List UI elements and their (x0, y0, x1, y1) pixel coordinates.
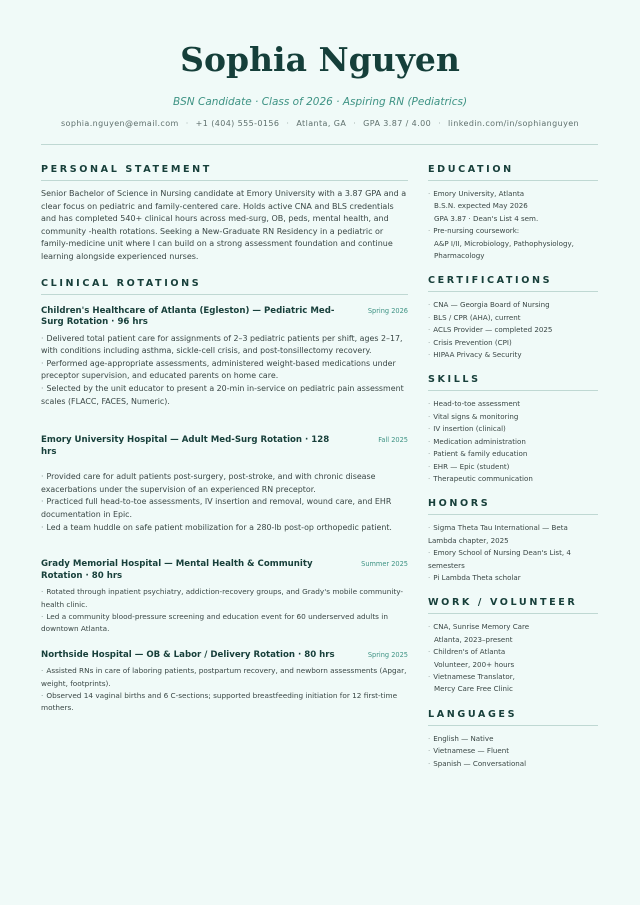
list-item: · Observed 14 vaginal births and 6 C-sections; supported breastfeeding initiation for 12 first-time mothers. (41, 691, 398, 713)
honors-section (428, 498, 598, 584)
list-item: · CNA, Sunrise Memory Care Atlanta, 2023–present (428, 622, 530, 644)
work-list (428, 621, 598, 695)
list-item: · Pi Lambda Theta scholar (428, 572, 521, 582)
personal-statement-text: Senior Bachelor of Science in Nursing candidate at Emory University with a 3.87 GPA and a clear focus on pediatric and family-centered care. Holds active CNA and BLS credentials and has completed 540+ clinical hours across med-surg, OB, peds, mental health, and community -health rotations. Seeking a New-Graduate RN Residency in a pediatric or family-medicine unit where I can build on a strong assessment foundation and continue learning alongside experienced nurses. (41, 189, 407, 261)
certifications-section (428, 275, 598, 361)
list-item: · Vital signs & monitoring (428, 411, 519, 421)
section-title: WORK / VOLUNTEER (428, 597, 598, 614)
list-item: · Delivered total patient care for assignments of 2–3 pediatric patients per shift, ages 2–17, with conditions including asthma, sickle-cell crisis, and post-tonsillectomy recovery. (41, 333, 403, 356)
section-title: LANGUAGES (428, 709, 598, 726)
rotation-bullets (41, 665, 408, 715)
rotation-date: Fall 2025 (378, 436, 408, 445)
languages-list (428, 733, 598, 770)
list-item: · Practiced full head-to-toe assessments, IV insertion and removal, wound care, and EHR documentation in Epic. (41, 497, 392, 519)
honors-list (428, 522, 598, 584)
list-item: · Children's of Atlanta Volunteer, 200+ hours (428, 647, 515, 669)
languages-section (428, 709, 598, 770)
contact-email[interactable]: sophia.nguyen@email.com (60, 119, 179, 128)
rotation-bullets (41, 333, 408, 409)
list-item: · Pre-nursing coursework: A&P I/II, Microbiology, Pathophysiology, Pharmacology (428, 226, 574, 261)
section-title: CLINICAL ROTATIONS (41, 278, 408, 295)
list-item: · Spanish — Conversational (428, 758, 527, 768)
list-item: · HIPAA Privacy & Security (428, 350, 522, 360)
candidate-tagline: BSN Candidate · Class of 2026 · Aspiring RN (Pediatrics) (172, 96, 468, 108)
rotation-date: Spring 2025 (367, 650, 408, 659)
list-item: · BLS / CPR (AHA), current (428, 312, 521, 322)
education-list (428, 188, 598, 262)
section-title: HONORS (428, 498, 598, 515)
rotation-bullets (41, 586, 408, 636)
list-item: · Rotated through inpatient psychiatry, addiction-recovery groups, and Grady's mobile community-health clinic. (41, 587, 404, 609)
list-item: · Medication administration (428, 436, 526, 446)
rotation-date: Summer 2025 (361, 560, 408, 569)
list-item: · Performed age-appropriate assessments, administered weight-based medications under preceptor supervision, and educated parents on home care. (41, 358, 396, 381)
main-column (41, 164, 408, 715)
list-item: · Patient & family education (428, 449, 528, 459)
sidebar-column (428, 164, 598, 770)
contact-phone[interactable]: +1 (404) 555-0156 (195, 119, 280, 128)
contact-separator: · (438, 119, 442, 128)
rotation-title: Northside Hospital — OB & Labor / Delivery Rotation · 80 hrs (41, 649, 335, 660)
work-volunteer-section (428, 597, 598, 695)
list-item: · IV insertion (clinical) (428, 424, 506, 434)
candidate-name: Sophia Nguyen (180, 40, 460, 79)
contact-line (0, 119, 640, 128)
section-title: CERTIFICATIONS (428, 275, 598, 292)
section-title: EDUCATION (428, 164, 598, 181)
list-item: · Led a team huddle on safe patient mobilization for a 280-lb post-op orthopedic patient. (41, 522, 392, 532)
list-item: · Assisted RNs in care of laboring patients, postpartum recovery, and newborn assessments (Apgar, weight, footprints). (41, 666, 407, 688)
list-item: · Selected by the unit educator to present a 20-min in-service on pediatric pain assessment scales (FLACC, FACES, Numeric). (41, 383, 404, 406)
certifications-list (428, 299, 598, 361)
section-title: PERSONAL STATEMENT (41, 164, 408, 181)
skills-list (428, 398, 598, 485)
rotation-title: Grady Memorial Hospital — Mental Health & Community Rotation · 80 hrs (41, 559, 313, 581)
list-item: · EHR — Epic (student) (428, 461, 510, 471)
contact-location: Atlanta, GA (296, 119, 347, 128)
rotation-title: Emory University Hospital — Adult Med-Surg Rotation · 128 hrs (41, 435, 330, 457)
rotation-date: Spring 2026 (367, 306, 408, 315)
list-item: · Crisis Prevention (CPI) (428, 337, 512, 347)
rotation-title: Children's Healthcare of Atlanta (Egleston) — Pediatric Med-Surg Rotation · 96 hrs (41, 305, 335, 328)
list-item: · Vietnamese — Fluent (428, 746, 510, 756)
skills-section (428, 374, 598, 485)
contact-separator: · (185, 119, 189, 128)
personal-statement-section (41, 164, 408, 264)
rotation-entry (41, 650, 408, 715)
list-item: · Head-to-toe assessment (428, 399, 520, 409)
clinical-rotations-section (41, 278, 408, 715)
section-title: SKILLS (428, 374, 598, 391)
rotation-bullets (41, 471, 408, 534)
education-section (428, 164, 598, 262)
rotation-entry (41, 435, 408, 534)
list-item: · Therapeutic communication (428, 473, 533, 483)
list-item: · ACLS Provider — completed 2025 (428, 325, 553, 335)
header-divider (41, 144, 598, 145)
list-item: · English — Native (428, 733, 494, 743)
list-item: · Provided care for adult patients post-surgery, post-stroke, and with chronic disease exacerbations under the supervision of an experienced RN preceptor. (41, 472, 376, 494)
contact-separator: · (353, 119, 357, 128)
list-item: · Led a community blood-pressure screening and education event for 60 underserved adults in downtown Atlanta. (41, 611, 388, 634)
contact-linkedin[interactable]: linkedin.com/in/sophianguyen (448, 119, 579, 128)
list-item: · CNA — Georgia Board of Nursing (428, 300, 550, 310)
list-item: · Emory School of Nursing Dean's List, 4 semesters (428, 548, 571, 570)
contact-gpa: GPA 3.87 / 4.00 (363, 119, 432, 128)
contact-separator: · (286, 119, 290, 128)
list-item: · Vietnamese Translator, Mercy Care Free Clinic (428, 671, 515, 694)
list-item: · Sigma Theta Tau International — Beta Lambda chapter, 2025 (428, 523, 568, 545)
rotation-entry (41, 559, 408, 636)
list-item: · Emory University, Atlanta B.S.N. expected May 2026 GPA 3.87 · Dean's List 4 sem. (428, 189, 539, 223)
rotation-entry (41, 306, 408, 409)
